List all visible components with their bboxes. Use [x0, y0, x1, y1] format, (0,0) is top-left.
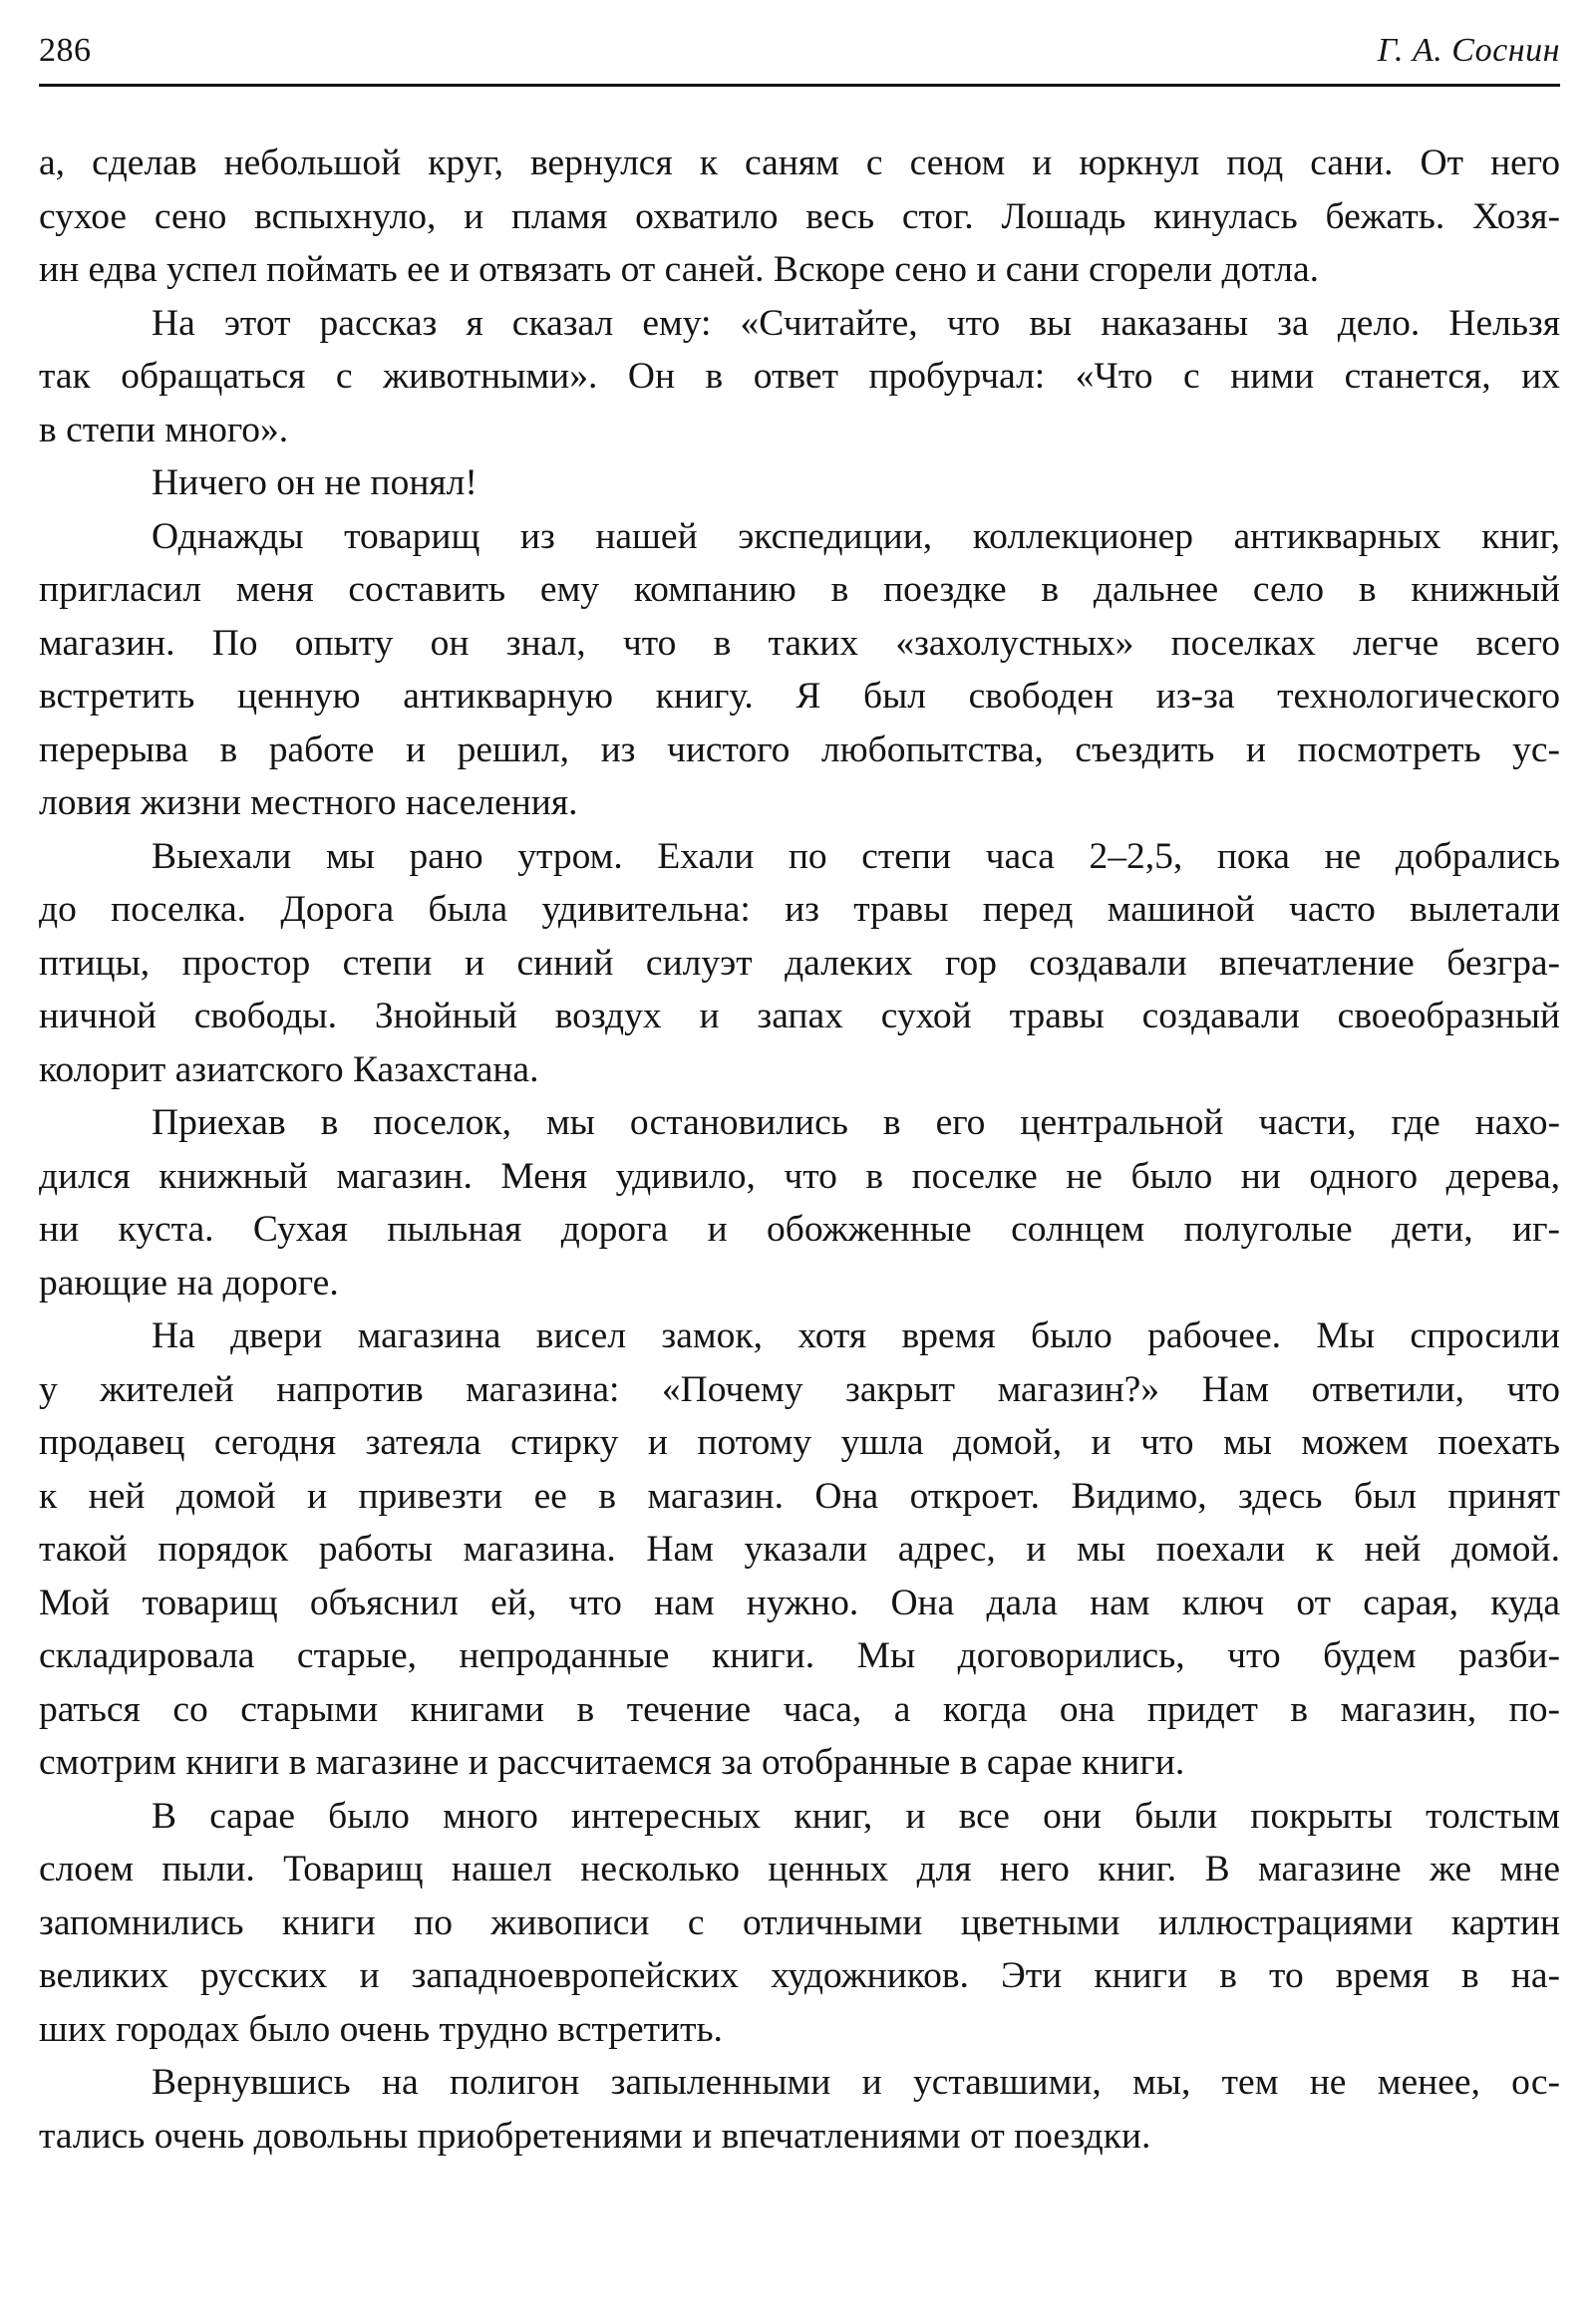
text-line: ших городах было очень трудно встретить.: [39, 2008, 723, 2050]
text-line: в степи много».: [39, 409, 289, 450]
paragraph: [39, 830, 1560, 1097]
text-line: у жителей напротив магазина: «Почему закрыт магазин?» Нам ответили, что: [39, 1368, 1560, 1410]
text-line: к ней домой и привезти ее в магазин. Она откроет. Видимо, здесь был принят: [39, 1475, 1560, 1517]
text-line: до поселка. Дорога была удивительна: из травы перед машиной часто вылетали: [39, 889, 1560, 930]
page-number: 286: [39, 32, 92, 69]
text-line: пригласил меня составить ему компанию в поездке в дальнее село в книжный: [39, 569, 1560, 610]
paragraph: [39, 1790, 1560, 2057]
page-header: [39, 28, 1560, 74]
text-line: Вернувшись на полигон запыленными и уставшими, мы, тем не менее, ос-: [152, 2062, 1560, 2103]
paragraph: [39, 510, 1560, 830]
paragraph: [39, 2056, 1560, 2163]
text-line: такой порядок работы магазина. Нам указали адрес, и мы поехали к ней домой.: [39, 1529, 1560, 1570]
text-line: великих русских и западноевропейских художников. Эти книги в то время в на-: [39, 1955, 1560, 1996]
text-line: рающие на дороге.: [39, 1262, 339, 1304]
body-text: [39, 137, 1560, 2163]
text-line: магазин. По опыту он знал, что в таких «захолустных» поселках легче всего: [39, 622, 1560, 664]
text-line: тались очень довольны приобретениями и впечатлениями от поездки.: [39, 2115, 1151, 2157]
text-line: складировала старые, непроданные книги. Мы договорились, что будем разби-: [39, 1635, 1560, 1676]
text-line: Ничего он не понял!: [152, 462, 478, 503]
text-line: а, сделав небольшой круг, вернулся к саням с сеном и юркнул под сани. От него: [39, 143, 1560, 183]
text-line: запомнились книги по живописи с отличными цветными иллюстрациями картин: [39, 1901, 1560, 1943]
text-line: Приехав в поселок, мы остановились в его центральной части, где нахо-: [152, 1102, 1560, 1143]
running-head-author: Г. А. Соснин: [1377, 32, 1560, 69]
text-line: сухое сено вспыхнуло, и пламя охватило весь стог. Лошадь кинулась бежать. Хозя-: [39, 195, 1560, 237]
text-line: перерыва в работе и решил, из чистого любопытства, съездить и посмотреть ус-: [39, 728, 1560, 770]
text-line: В сарае было много интересных книг, и все они были покрыты толстым: [152, 1795, 1560, 1837]
text-line: Выехали мы рано утром. Ехали по степи часа 2–2,5, пока не добрались: [152, 835, 1560, 877]
text-line: На двери магазина висел замок, хотя время было рабочее. Мы спросили: [152, 1315, 1560, 1356]
text-line: смотрим книги в магазине и рассчитаемся за отобранные в сарае книги.: [39, 1742, 1185, 1783]
text-line: На этот рассказ я сказал ему: «Считайте, что вы наказаны за дело. Нельзя: [152, 302, 1560, 344]
text-line: дился книжный магазин. Меня удивило, что в поселке не было ни одного дерева,: [39, 1155, 1560, 1197]
text-line: ни куста. Сухая пыльная дорога и обожженные солнцем полуголые дети, иг-: [39, 1209, 1560, 1250]
header-rule: [39, 84, 1560, 87]
paragraph: [39, 1096, 1560, 1309]
text-line: слоем пыли. Товарищ нашел несколько ценных для него книг. В магазине же мне: [39, 1849, 1560, 1889]
text-line: раться со старыми книгами в течение часа, а когда она придет в магазин, по-: [39, 1688, 1560, 1730]
text-line: Однажды товарищ из нашей экспедиции, коллекционер антикварных книг,: [152, 515, 1560, 557]
text-line: так обращаться с животными». Он в ответ пробурчал: «Что с ними станется, их: [39, 356, 1560, 397]
text-line: ин едва успел поймать ее и отвязать от саней. Вскоре сено и сани сгорели дотла.: [39, 249, 1319, 290]
text-line: ловия жизни местного населения.: [39, 782, 578, 823]
paragraph: [39, 137, 1560, 297]
text-line: Мой товарищ объяснил ей, что нам нужно. Она дала нам ключ от сарая, куда: [39, 1582, 1560, 1623]
text-line: ничной свободы. Знойный воздух и запах сухой травы создавали своеобразный: [39, 996, 1560, 1036]
text-line: продавец сегодня затеяла стирку и потому ушла домой, и что мы можем поехать: [39, 1422, 1560, 1463]
paragraph: [39, 297, 1560, 457]
text-line: птицы, простор степи и синий силуэт далеких гор создавали впечатление безгра-: [39, 942, 1560, 984]
text-line: колорит азиатского Казахстана.: [39, 1048, 539, 1090]
paragraph: [39, 456, 1560, 510]
paragraph: [39, 1309, 1560, 1790]
text-line: встретить ценную антикварную книгу. Я был свободен из-за технологического: [39, 676, 1560, 717]
